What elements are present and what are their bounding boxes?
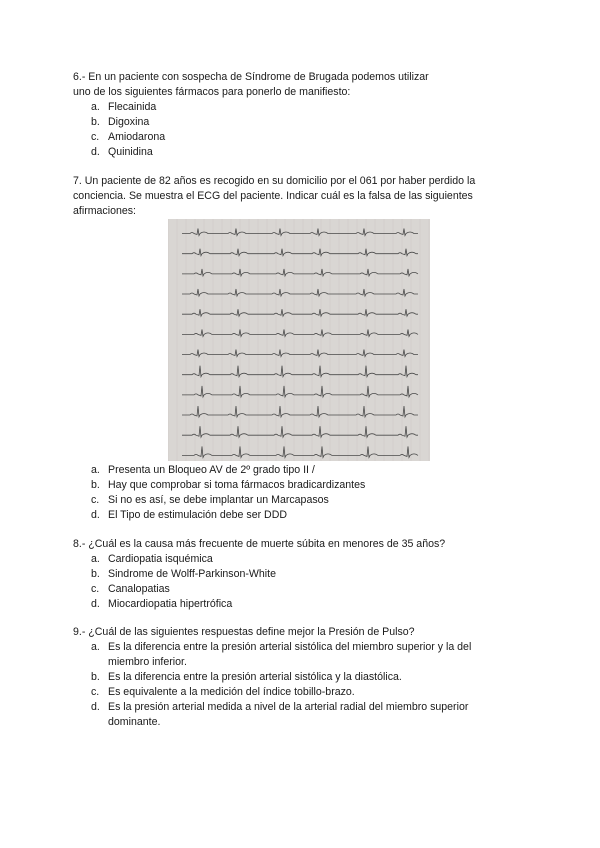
ecg-lead-trace [182,350,418,357]
ecg-lead-trace [182,426,418,437]
question-stem [73,625,503,640]
answer-options [73,100,503,160]
answer-option [73,463,503,478]
option-letter: d. [91,701,100,713]
option-text: Amiodarona [108,131,166,143]
option-text: Flecainida [108,101,157,113]
answer-option [73,670,503,685]
answer-option [73,685,503,700]
option-letter: a. [91,464,100,476]
option-letter: a. [91,101,100,113]
answer-option [73,552,503,567]
stem-line: uno de los siguientes fármacos para ponerlo de manifiesto: [73,86,351,98]
answer-option [73,130,503,145]
option-letter: d. [91,598,100,610]
option-letter: b. [91,116,100,128]
option-text: Sindrome de Wolff-Parkinson-White [108,568,276,580]
option-text: Cardiopatia isquémica [108,553,213,565]
question-stem [73,70,503,100]
ecg-lead-trace [182,229,418,236]
answer-option [73,478,503,493]
stem-line: 8.- ¿Cuál es la causa más frecuente de muerte súbita en menores de 35 años? [73,538,446,550]
ecg-lead-trace [182,366,418,377]
option-text: Canalopatias [108,583,170,595]
question-stem [73,174,503,219]
option-text: Es la diferencia entre la presión arterial sistólica y la diastólica. [108,671,402,683]
option-text: Es equivalente a la medición del índice tobillo-brazo. [108,686,355,698]
option-text: Si no es así, se debe implantar un Marcapasos [108,494,329,506]
answer-option [73,493,503,508]
answer-option [73,640,503,670]
ecg-lead-trace [182,309,418,316]
option-letter: c. [91,583,100,595]
option-letter: d. [91,146,100,158]
question-9 [73,625,503,730]
question-stem [73,537,503,552]
option-text: Digoxina [108,116,150,128]
stem-line: conciencia. Se muestra el ECG del paciente. Indicar cuál es la falsa de las siguientes [73,190,473,202]
question-7-options [73,463,503,523]
ecg-lead-trace [182,406,418,417]
stem-line: 9.- ¿Cuál de las siguientes respuestas define mejor la Presión de Pulso? [73,626,415,638]
ecg-lead-trace [182,386,418,397]
option-letter: c. [91,494,100,506]
stem-line: 7. Un paciente de 82 años es recogido en su domicilio por el 061 por haber perdido la [73,175,476,187]
option-text: Es la presión arterial medida a nivel de la arterial radial del miembro superior dominante. [108,701,469,728]
answer-option [73,145,503,160]
option-letter: b. [91,671,100,683]
ecg-trace-icon [168,219,430,461]
option-letter: b. [91,479,100,491]
answer-option [73,700,503,730]
answer-option [73,508,503,523]
answer-option [73,597,503,612]
ecg-strip-image [168,219,430,461]
option-text: Presenta un Bloqueo AV de 2º grado tipo II / [108,464,315,476]
option-letter: b. [91,568,100,580]
answer-options [73,552,503,612]
option-text: Hay que comprobar si toma fármacos bradicardizantes [108,479,366,491]
ecg-lead-trace [182,249,418,256]
option-text: El Tipo de estimulación debe ser DDD [108,509,288,521]
ecg-lead-trace [182,289,418,296]
ecg-lead-trace [182,329,418,336]
answer-option [73,567,503,582]
answer-option [73,582,503,597]
option-letter: d. [91,509,100,521]
stem-line: afirmaciones: [73,205,136,217]
ecg-lead-trace [182,446,418,457]
option-letter: c. [91,686,100,698]
question-8 [73,537,503,612]
answer-option [73,100,503,115]
option-letter: a. [91,553,100,565]
answer-options [73,640,503,730]
stem-line: 6.- En un paciente con sospecha de Síndrome de Brugada podemos utilizar [73,71,429,83]
option-letter: a. [91,641,100,653]
answer-option [73,115,503,130]
option-text: Es la diferencia entre la presión arterial sistólica del miembro superior y la del miembro inferior. [108,641,472,668]
question-7 [73,174,503,219]
ecg-lead-trace [182,269,418,276]
option-text: Miocardiopatia hipertrófica [108,598,233,610]
option-letter: c. [91,131,100,143]
option-text: Quinidina [108,146,153,158]
answer-options [73,463,503,523]
question-6 [73,70,503,160]
